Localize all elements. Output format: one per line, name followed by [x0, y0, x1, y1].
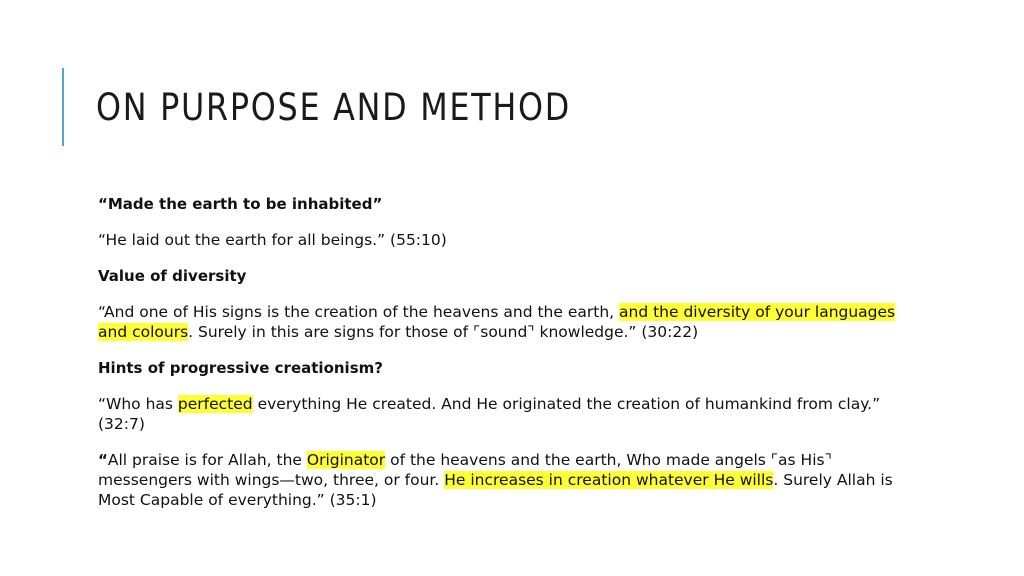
text-segment: . Surely in this are signs for those of ⌜sound⌝ knowledge.” (30:22) — [188, 323, 699, 341]
highlighted-text: perfected — [177, 395, 253, 413]
text-segment: “ — [98, 451, 108, 469]
quote-heading-inhabited — [98, 194, 898, 214]
section-heading-creationism — [98, 358, 898, 378]
highlighted-text: Originator — [306, 451, 386, 469]
quote-35-1 — [98, 450, 898, 510]
text-segment: “And one of His signs is the creation of the heavens and the earth, — [98, 303, 619, 321]
highlighted-text: and the diversity of your languages and colours — [98, 303, 896, 341]
slide-title: ON PURPOSE AND METHOD — [96, 86, 571, 129]
text-segment: everything He created. And He originated the creation of humankind from clay.” (32:7) — [98, 395, 881, 433]
text-segment: “Made the earth to be inhabited” — [98, 195, 383, 213]
text-segment: . Surely Allah is Most Capable of everything.” (35:1) — [98, 471, 893, 509]
text-segment: All praise is for Allah, the — [107, 451, 307, 469]
text-segment: “He laid out the earth for all beings.” (55:10) — [98, 231, 447, 249]
quote-32-7 — [98, 394, 898, 434]
quote-30-22 — [98, 302, 898, 342]
slide-body — [98, 194, 898, 526]
section-heading-diversity — [98, 266, 898, 286]
text-segment: Hints of progressive creationism? — [98, 359, 383, 377]
quote-55-10 — [98, 230, 898, 250]
text-segment: of the heavens and the earth, Who made angels ⌜as His⌝ messengers with wings—two, three, or four. — [98, 451, 832, 489]
highlighted-text: He increases in creation whatever He wills — [444, 471, 774, 489]
text-segment: Value of diversity — [98, 267, 247, 285]
title-accent-bar — [62, 68, 64, 146]
text-segment: “Who has — [98, 395, 178, 413]
